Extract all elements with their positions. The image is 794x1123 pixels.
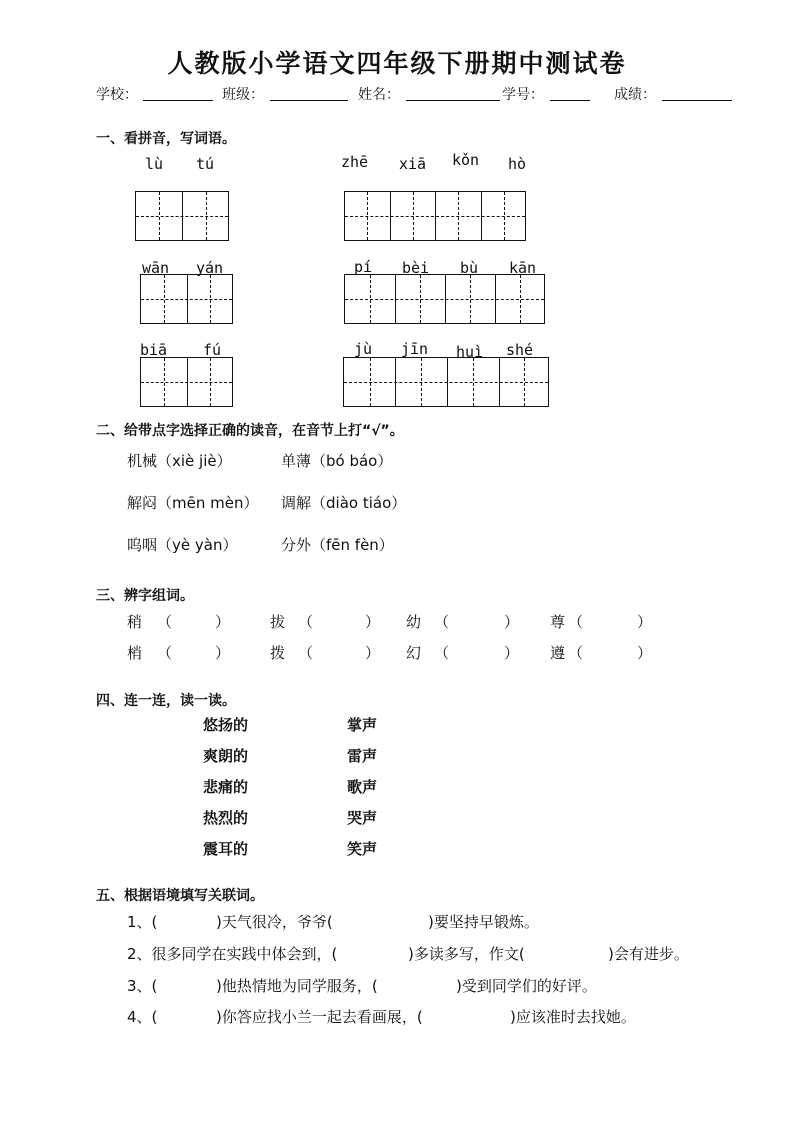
pinyin: tú: [196, 155, 215, 173]
pinyin: jīn: [401, 340, 429, 358]
close-paren: ）: [504, 644, 520, 662]
question-1-part: )要坚持早锻炼。: [428, 913, 539, 931]
pinyin: shé: [506, 341, 534, 359]
writing-grid[interactable]: [344, 274, 545, 324]
close-paren: ）: [215, 613, 231, 631]
match-right-item[interactable]: 哭声: [347, 809, 378, 827]
score-label: 成绩：: [614, 87, 656, 103]
close-paren: ）: [365, 644, 381, 662]
open-paren: （: [568, 644, 584, 662]
open-paren: （: [434, 613, 450, 631]
section5-heading: 五、根据语境填写关联词。: [96, 888, 264, 904]
section3-heading: 三、辨字组词。: [96, 588, 194, 604]
char: 拔: [270, 613, 286, 631]
question-1-part: )天气很冷，爷爷(: [216, 913, 333, 931]
open-paren: （: [298, 613, 314, 631]
pinyin: lù: [145, 155, 164, 173]
pronunciation-item[interactable]: 单薄（bó báo）: [281, 452, 393, 470]
writing-grid[interactable]: [140, 357, 233, 407]
question-4-part: )你答应找小兰一起去看画展，(: [216, 1008, 423, 1026]
match-left-item[interactable]: 震耳的: [203, 840, 249, 858]
number-label: 学号：: [502, 87, 544, 103]
char: 幻: [406, 644, 422, 662]
page-title: 人教版小学语文四年级下册期中测试卷: [167, 49, 627, 78]
pinyin: kǒn: [452, 151, 480, 169]
pronunciation-item[interactable]: 解闷（mēn mèn）: [127, 494, 259, 512]
open-paren: （: [298, 644, 314, 662]
section4-heading: 四、连一连，读一读。: [96, 693, 236, 709]
section1-heading: 一、看拼音，写词语。: [96, 131, 236, 147]
close-paren: ）: [637, 613, 653, 631]
question-2-part: )多读多写，作文(: [408, 945, 525, 963]
close-paren: ）: [215, 644, 231, 662]
match-right-item[interactable]: 掌声: [347, 716, 378, 734]
class-label: 班级：: [222, 87, 264, 103]
match-left-item[interactable]: 爽朗的: [203, 747, 249, 765]
char: 尊: [550, 613, 566, 631]
pinyin: yán: [196, 259, 224, 277]
pinyin: bù: [460, 259, 479, 277]
number-field[interactable]: [550, 100, 590, 101]
open-paren: （: [157, 613, 173, 631]
writing-grid[interactable]: [140, 274, 233, 324]
pronunciation-item[interactable]: 机械（xiè jiè）: [127, 452, 232, 470]
writing-grid[interactable]: [344, 191, 526, 241]
match-left-item[interactable]: 悲痛的: [203, 778, 249, 796]
question-2-part: 2、很多同学在实践中体会到，(: [127, 945, 338, 963]
class-field[interactable]: [270, 100, 348, 101]
pinyin: jù: [354, 340, 373, 358]
question-4-part: 4、(: [127, 1008, 158, 1026]
writing-grid[interactable]: [343, 357, 549, 407]
pinyin: pí: [354, 258, 373, 276]
question-3-part: )他热情地为同学服务，(: [216, 977, 378, 995]
pinyin: kān: [509, 259, 537, 277]
pronunciation-item[interactable]: 调解（diào tiáo）: [281, 494, 407, 512]
name-field[interactable]: [406, 100, 500, 101]
char: 遵: [550, 644, 566, 662]
close-paren: ）: [365, 613, 381, 631]
section2-heading: 二、给带点字选择正确的读音，在音节上打“√”。: [96, 423, 404, 439]
pinyin: xiā: [399, 155, 427, 173]
match-right-item[interactable]: 雷声: [347, 747, 378, 765]
pinyin: wān: [142, 259, 170, 277]
school-field[interactable]: [143, 100, 213, 101]
char: 幼: [406, 613, 422, 631]
match-left-item[interactable]: 悠扬的: [203, 716, 249, 734]
open-paren: （: [434, 644, 450, 662]
name-label: 姓名：: [358, 87, 400, 103]
question-1-part: 1、(: [127, 913, 158, 931]
match-right-item[interactable]: 笑声: [347, 840, 378, 858]
match-right-item[interactable]: 歌声: [347, 778, 378, 796]
char: 拨: [270, 644, 286, 662]
question-3-part: 3、(: [127, 977, 158, 995]
open-paren: （: [568, 613, 584, 631]
pronunciation-item[interactable]: 呜咽（yè yàn）: [127, 536, 238, 554]
pinyin: huì: [456, 343, 484, 361]
question-2-part: )会有进步。: [608, 945, 689, 963]
pinyin: fú: [203, 341, 222, 359]
question-4-part: )应该准时去找她。: [510, 1008, 636, 1026]
school-label: 学校：: [96, 87, 138, 103]
open-paren: （: [157, 644, 173, 662]
question-3-part: )受到同学们的好评。: [456, 977, 597, 995]
pinyin: biā: [140, 341, 168, 359]
char: 梢: [127, 644, 143, 662]
pinyin: zhē: [341, 153, 369, 171]
match-left-item[interactable]: 热烈的: [203, 809, 249, 827]
score-field[interactable]: [662, 100, 732, 101]
writing-grid[interactable]: [135, 191, 229, 241]
close-paren: ）: [504, 613, 520, 631]
close-paren: ）: [637, 644, 653, 662]
pinyin: bèi: [402, 259, 430, 277]
char: 稍: [127, 613, 143, 631]
pinyin: hò: [508, 155, 527, 173]
pronunciation-item[interactable]: 分外（fēn fèn）: [281, 536, 394, 554]
